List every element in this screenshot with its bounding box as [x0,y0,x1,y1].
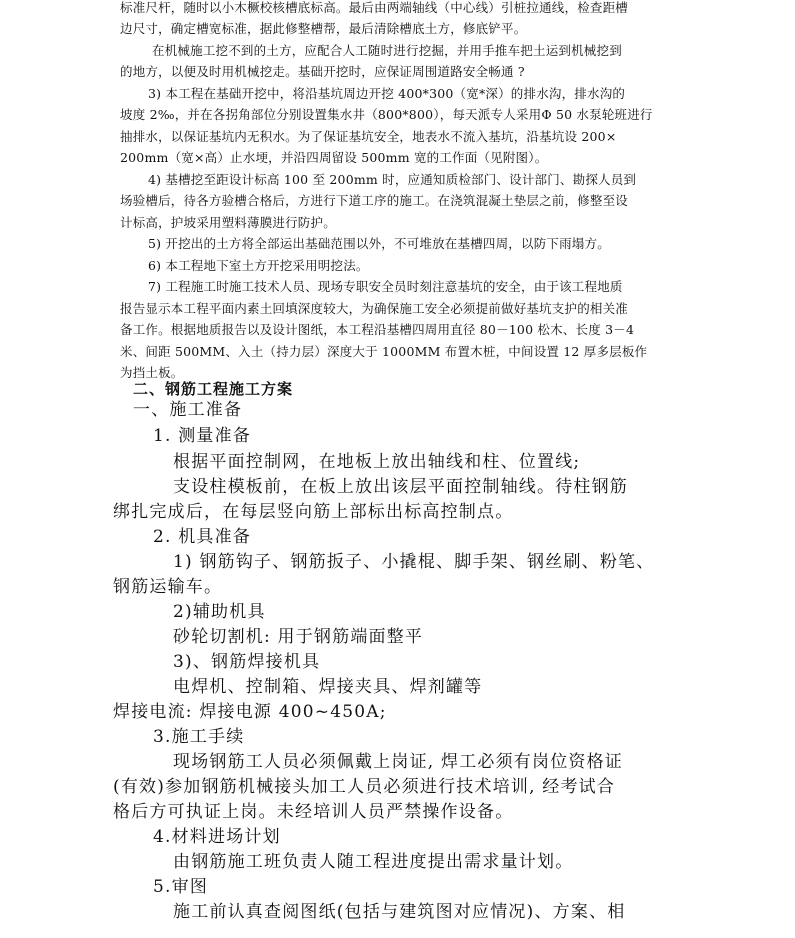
text-line: 3) 本工程在基础开挖中，将沿基坑周边开挖 400*300（宽*深）的排水沟，排水沟的 [148,86,626,101]
text-line: 焊接电流: 焊接电源 400~450A; [113,702,387,722]
text-line: (有效)参加钢筋机械接头加工人员必须进行技术培训, 经考试合 [113,777,616,797]
text-line: 计标高，护坡采用塑料薄膜进行防护。 [120,215,336,230]
text-line: 电焊机、控制箱、焊接夹具、焊剂罐等 [173,677,483,697]
text-line: 5.审图 [153,877,209,897]
text-line: 边尺寸，确定槽宽标准，据此修整槽帮，最后清除槽底土方，修底铲平。 [120,21,527,36]
text-line: 施工前认真查阅图纸(包括与建筑图对应情况)、方案、相 [173,902,626,922]
text-line: 的地方，以便及时用机械挖走。基础开挖时，应保证周围道路安全畅通 ? [120,64,525,79]
section-heading: 二、钢筋工程施工方案 [133,380,294,398]
text-line: 钢筋运输车。 [113,577,223,597]
text-line: 1. 测量准备 [153,426,252,446]
text-line: 报告显示本工程平面内素土回填深度较大，为确保施工安全必须提前做好基坑支护的相关准 [120,301,629,316]
text-line: 由钢筋施工班负责人随工程进度提出需求量计划。 [173,852,574,872]
text-line: 场验槽后，待各方验槽合格后，方进行下道工序的施工。在浇筑混凝土垫层之前，修整至设 [120,193,629,208]
text-line: 为挡土板。 [120,365,184,380]
text-line: 标准尺杆，随时以小木橛校核槽底标高。最后由两端轴线（中心线）引桩拉通线，检查距槽 [120,0,629,15]
text-line: 3)、钢筋焊接机具 [173,652,321,672]
text-line: 4) 基槽挖至距设计标高 100 至 200mm 时，应通知质检部门、设计部门、勘探人员到 [148,172,637,187]
text-line: 7) 工程施工时施工技术人员、现场专职安全员时刻注意基坑的安全，由于该工程地质 [148,279,623,294]
text-line: 根据平面控制网，在地板上放出轴线和柱、位置线; [173,452,581,472]
text-line: 现场钢筋工人员必须佩戴上岗证, 焊工必须有岗位资格证 [173,752,624,772]
text-line: 1) 钢筋钩子、钢筋扳子、小撬棍、脚手架、钢丝刷、粉笔、 [173,552,655,572]
text-line: 3.施工手续 [153,727,245,747]
text-line: 备工作。根据地质报告以及设计图纸，本工程沿基槽四周用直径 80－100 松木、长度 3－4 [120,322,635,337]
text-line: 坡度 2‰，并在各拐角部位分别设置集水井（800*800），每天派专人采用Φ 50 水泵轮班进行 [120,107,653,122]
text-line: 格后方可执证上岗。未经培训人员严禁操作设备。 [113,802,514,822]
text-line: 2)辅助机具 [173,602,266,622]
text-line: 2. 机具准备 [153,527,252,547]
text-line: 4.材料进场计划 [153,827,281,847]
text-line: 支设柱模板前，在板上放出该层平面控制轴线。待柱钢筋 [173,477,628,497]
text-line: 绑扎完成后，在每层竖向筋上部标出标高控制点。 [113,502,514,522]
text-line: 砂轮切割机: 用于钢筋端面整平 [173,627,424,647]
text-line: 抽排水，以保证基坑内无积水。为了保证基坑安全，地表水不流入基坑，沿基坑设 200× [120,129,617,144]
text-line: 一、施工准备 [133,400,243,420]
text-line: 5) 开挖出的土方将全部运出基础范围以外，不可堆放在基槽四周，以防下雨塌方。 [148,236,610,251]
text-line: 200mm（宽×高）止水埂，并沿四周留设 500mm 宽的工作面（见附图）。 [120,150,548,165]
text-line: 米、间距 500MM、入土（持力层）深度大于 1000MM 布置木桩，中间设置 12 厚多层板作 [120,344,648,359]
text-line: 6) 本工程地下室土方开挖采用明挖法。 [148,258,369,273]
text-line: 在机械施工挖不到的土方，应配合人工随时进行挖掘，并用手推车把土运到机械挖到 [152,43,622,58]
